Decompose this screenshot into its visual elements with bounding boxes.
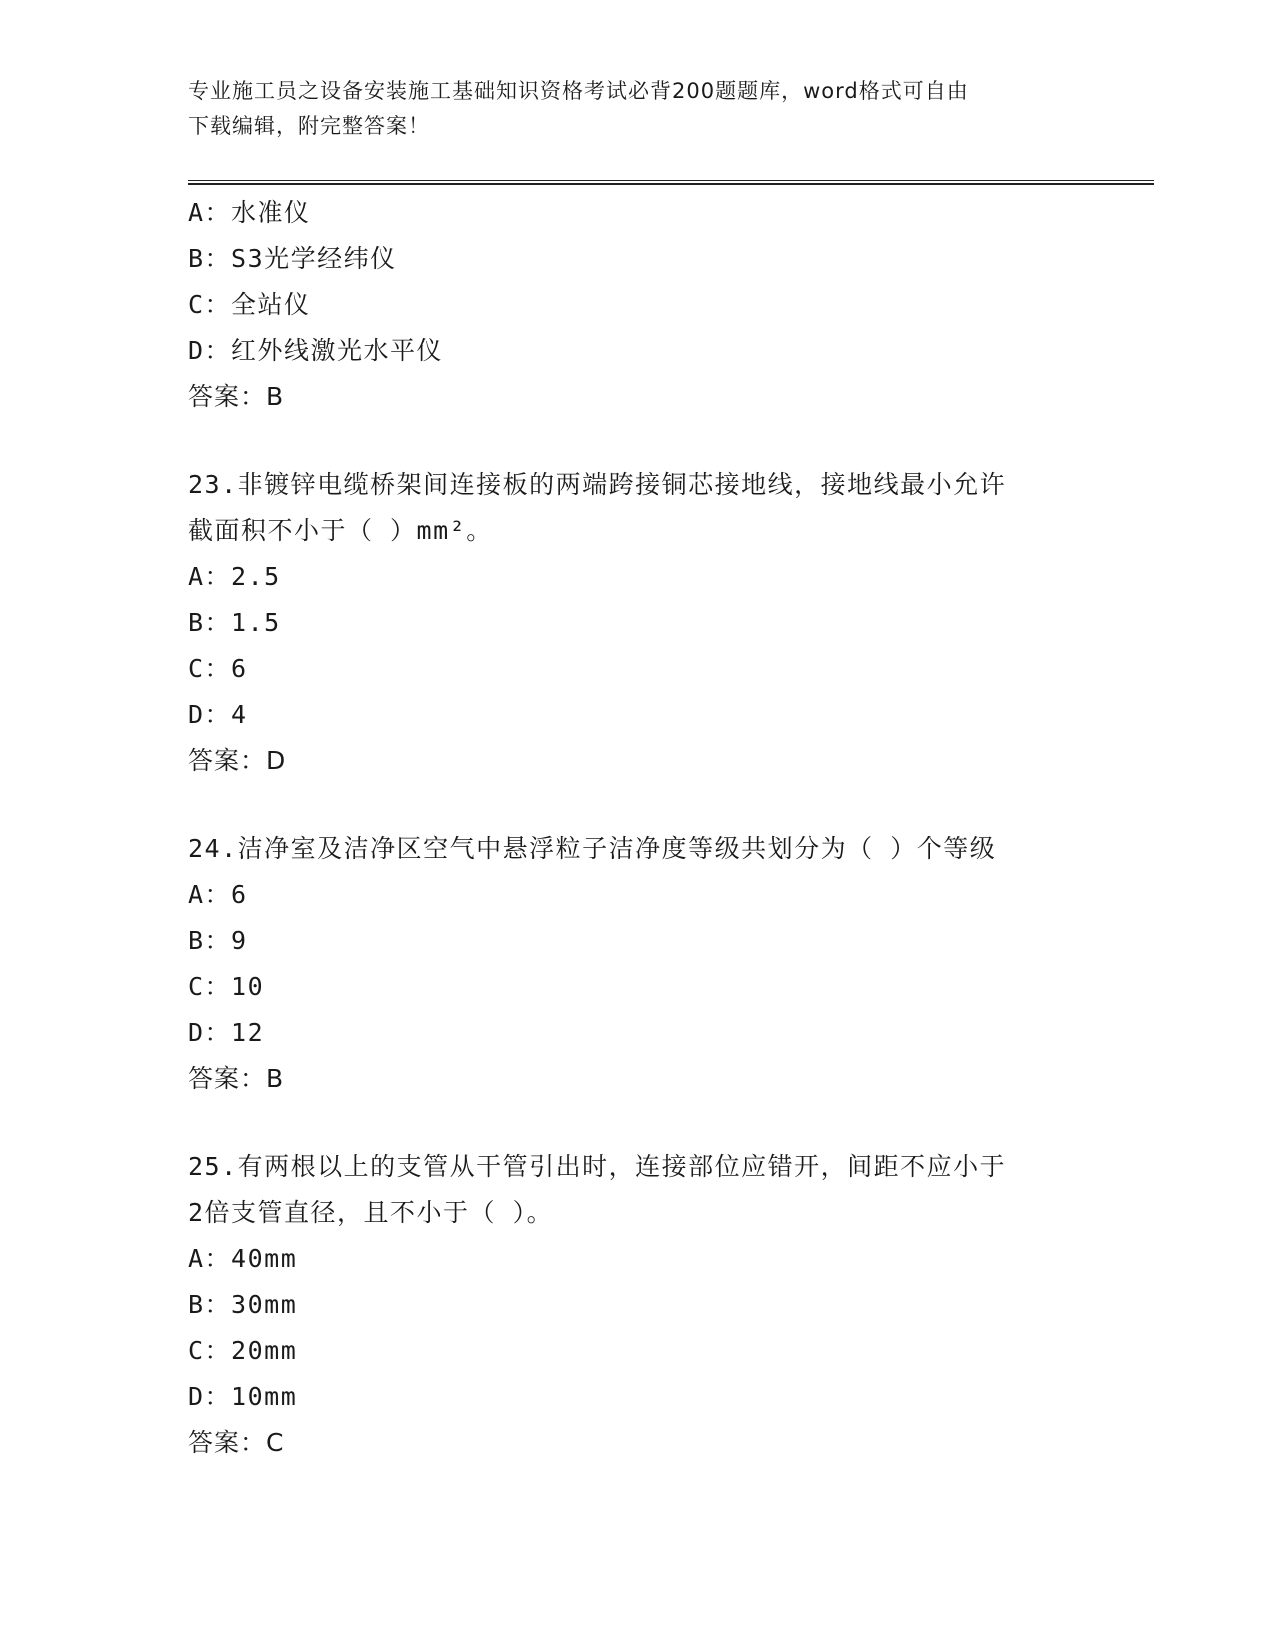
option-b: B：1.5: [188, 608, 281, 637]
option-d: D：红外线激光水平仪: [188, 336, 444, 365]
option-a: A：6: [188, 880, 248, 909]
option-b: B：30mm: [188, 1290, 298, 1319]
question-list: [188, 190, 1088, 1466]
header-divider-thick: [188, 183, 1154, 185]
option-c: C：全站仪: [188, 290, 311, 319]
question-text: 24.洁净室及洁净区空气中悬浮粒子洁净度等级共划分为（ ）个等级: [188, 834, 997, 863]
option-b: B：S3光学经纬仪: [188, 244, 397, 273]
question-text-continued: 截面积不小于（ ）mm²。: [188, 516, 493, 545]
option-a: A：水准仪: [188, 198, 311, 227]
question-block-25: [188, 1144, 1088, 1466]
page-header: [188, 74, 1088, 144]
option-a: A：40mm: [188, 1244, 298, 1273]
question-text-continued: 2倍支管直径，且不小于（ ）。: [188, 1198, 554, 1227]
option-c: C：20mm: [188, 1336, 298, 1365]
question-block-22: [188, 190, 1088, 420]
header-line-2: 下载编辑，附完整答案！: [188, 114, 430, 138]
question-block-23: [188, 462, 1088, 784]
header-line-1: 专业施工员之设备安装施工基础知识资格考试必背200题题库，word格式可自由: [188, 79, 969, 103]
option-c: C：6: [188, 654, 248, 683]
question-block-24: [188, 826, 1088, 1102]
option-d: D：10mm: [188, 1382, 298, 1411]
answer: 答案：D: [188, 746, 287, 775]
header-divider-thin: [188, 180, 1154, 181]
option-c: C：10: [188, 972, 265, 1001]
question-text: 23.非镀锌电缆桥架间连接板的两端跨接铜芯接地线，接地线最小允许: [188, 470, 1007, 499]
answer: 答案：B: [188, 382, 285, 411]
option-d: D：12: [188, 1018, 265, 1047]
option-d: D：4: [188, 700, 248, 729]
option-b: B：9: [188, 926, 248, 955]
answer: 答案：B: [188, 1064, 285, 1093]
question-text: 25.有两根以上的支管从干管引出时，连接部位应错开，间距不应小于: [188, 1152, 1007, 1181]
option-a: A：2.5: [188, 562, 281, 591]
answer: 答案：C: [188, 1428, 285, 1457]
